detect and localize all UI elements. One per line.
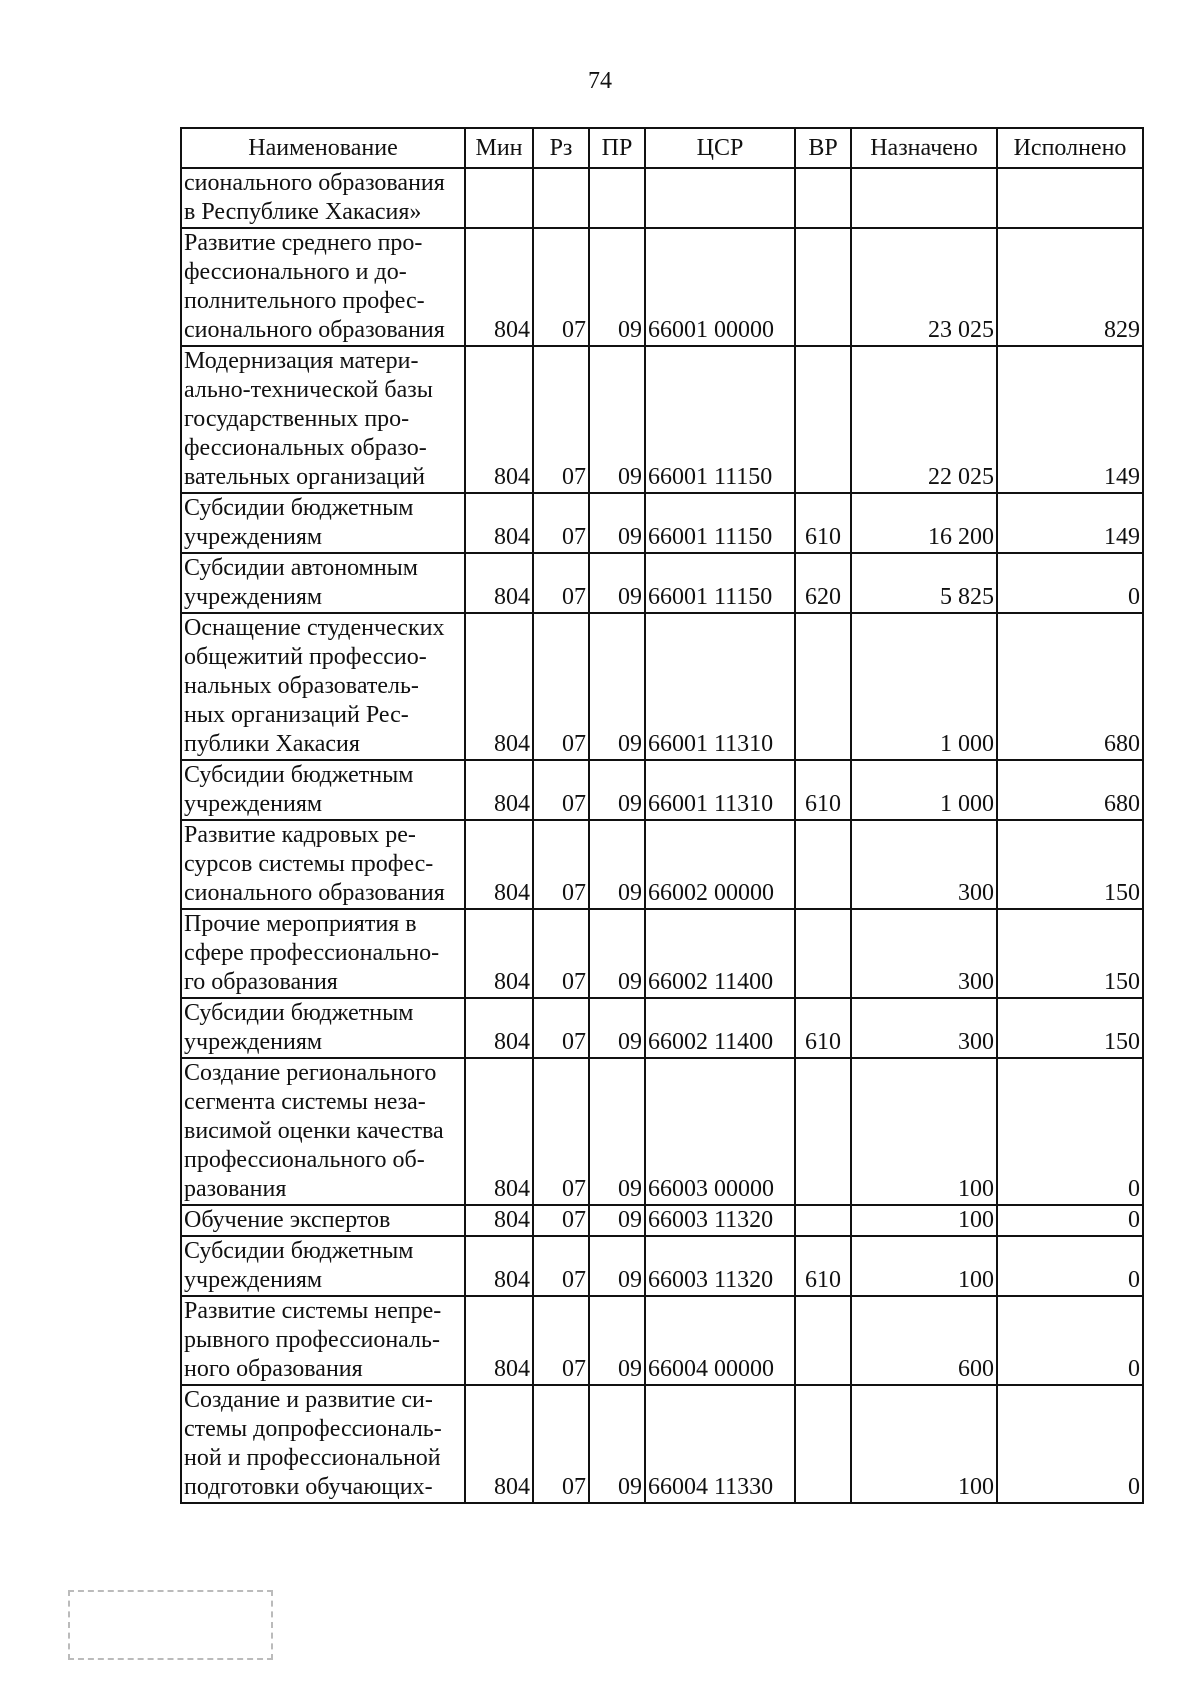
cell-name: Создание и развитие си- стемы допрофессиональ- ной и профессиональной подготовки обучающих- <box>181 1385 465 1503</box>
table-body <box>181 168 1143 1503</box>
cell-name: Модернизация матери- ально-технической базы государственных про- фессиональных образо- вательных организаций <box>181 346 465 493</box>
cell-rz: 07 <box>533 909 589 998</box>
cell-executed: 0 <box>997 1058 1143 1205</box>
cell-name: Развитие системы непре- рывного профессиональ- ного образования <box>181 1296 465 1385</box>
cell-pr: 09 <box>589 1205 645 1236</box>
cell-executed: 680 <box>997 613 1143 760</box>
cell-rz <box>533 168 589 228</box>
cell-executed: 150 <box>997 998 1143 1058</box>
column-header-min: Мин <box>465 128 533 168</box>
cell-pr: 09 <box>589 613 645 760</box>
cell-name: Субсидии бюджетным учреждениям <box>181 493 465 553</box>
cell-pr: 09 <box>589 493 645 553</box>
cell-name: Оснащение студенческих общежитий профессио- нальных образователь- ных организаций Рес- публики Хакасия <box>181 613 465 760</box>
cell-min: 804 <box>465 1205 533 1236</box>
cell-rz: 07 <box>533 1205 589 1236</box>
table-row <box>181 1385 1143 1503</box>
cell-min: 804 <box>465 820 533 909</box>
page-number: 74 <box>588 68 612 94</box>
cell-assigned: 100 <box>851 1058 997 1205</box>
copy-stamp <box>68 1590 273 1660</box>
cell-executed: 0 <box>997 1385 1143 1503</box>
cell-name: Обучение экспертов <box>181 1205 465 1236</box>
header-row <box>181 128 1143 168</box>
cell-rz: 07 <box>533 998 589 1058</box>
cell-name: Субсидии бюджетным учреждениям <box>181 760 465 820</box>
cell-csr: 66002 11400 <box>645 909 795 998</box>
cell-rz: 07 <box>533 820 589 909</box>
cell-min: 804 <box>465 493 533 553</box>
cell-rz: 07 <box>533 760 589 820</box>
column-header-executed: Исполнено <box>997 128 1143 168</box>
cell-pr: 09 <box>589 553 645 613</box>
cell-assigned: 16 200 <box>851 493 997 553</box>
cell-assigned: 300 <box>851 998 997 1058</box>
cell-vr <box>795 1385 851 1503</box>
cell-pr: 09 <box>589 228 645 346</box>
cell-vr <box>795 228 851 346</box>
cell-assigned: 100 <box>851 1236 997 1296</box>
cell-vr: 610 <box>795 493 851 553</box>
cell-min: 804 <box>465 1236 533 1296</box>
cell-vr <box>795 909 851 998</box>
cell-csr: 66001 00000 <box>645 228 795 346</box>
cell-executed: 0 <box>997 1205 1143 1236</box>
cell-assigned: 600 <box>851 1296 997 1385</box>
cell-csr: 66004 00000 <box>645 1296 795 1385</box>
column-header-rz: Рз <box>533 128 589 168</box>
cell-name: Создание регионального сегмента системы неза- висимой оценки качества профессионального об- разования <box>181 1058 465 1205</box>
cell-pr: 09 <box>589 998 645 1058</box>
table-row <box>181 1236 1143 1296</box>
cell-assigned: 5 825 <box>851 553 997 613</box>
cell-csr: 66001 11150 <box>645 493 795 553</box>
cell-assigned: 1 000 <box>851 760 997 820</box>
cell-assigned: 100 <box>851 1205 997 1236</box>
cell-name: сионального образования в Республике Хакасия» <box>181 168 465 228</box>
cell-vr <box>795 168 851 228</box>
table-row <box>181 820 1143 909</box>
cell-assigned: 23 025 <box>851 228 997 346</box>
cell-rz: 07 <box>533 1296 589 1385</box>
cell-rz: 07 <box>533 1385 589 1503</box>
cell-executed: 0 <box>997 1236 1143 1296</box>
cell-vr <box>795 820 851 909</box>
table-row <box>181 998 1143 1058</box>
cell-assigned <box>851 168 997 228</box>
cell-csr: 66001 11310 <box>645 613 795 760</box>
cell-min: 804 <box>465 613 533 760</box>
column-header-csr: ЦСР <box>645 128 795 168</box>
cell-assigned: 300 <box>851 820 997 909</box>
cell-min: 804 <box>465 228 533 346</box>
cell-rz: 07 <box>533 613 589 760</box>
cell-assigned: 22 025 <box>851 346 997 493</box>
cell-executed: 149 <box>997 346 1143 493</box>
cell-min: 804 <box>465 1296 533 1385</box>
cell-csr: 66001 11150 <box>645 553 795 613</box>
cell-csr: 66001 11150 <box>645 346 795 493</box>
cell-pr: 09 <box>589 346 645 493</box>
cell-pr: 09 <box>589 909 645 998</box>
cell-min: 804 <box>465 998 533 1058</box>
cell-rz: 07 <box>533 493 589 553</box>
table-row <box>181 553 1143 613</box>
cell-csr: 66003 00000 <box>645 1058 795 1205</box>
cell-csr: 66001 11310 <box>645 760 795 820</box>
cell-min <box>465 168 533 228</box>
table-row <box>181 493 1143 553</box>
cell-executed: 0 <box>997 1296 1143 1385</box>
cell-min: 804 <box>465 760 533 820</box>
cell-min: 804 <box>465 346 533 493</box>
cell-csr <box>645 168 795 228</box>
cell-name: Субсидии бюджетным учреждениям <box>181 998 465 1058</box>
cell-assigned: 100 <box>851 1385 997 1503</box>
cell-csr: 66004 11330 <box>645 1385 795 1503</box>
cell-csr: 66002 00000 <box>645 820 795 909</box>
cell-vr: 610 <box>795 998 851 1058</box>
cell-vr: 620 <box>795 553 851 613</box>
cell-executed: 0 <box>997 553 1143 613</box>
table-row <box>181 909 1143 998</box>
budget-table <box>180 127 1144 1504</box>
cell-pr: 09 <box>589 1058 645 1205</box>
cell-vr <box>795 1205 851 1236</box>
table-row <box>181 346 1143 493</box>
cell-rz: 07 <box>533 1058 589 1205</box>
cell-executed: 149 <box>997 493 1143 553</box>
table-row <box>181 228 1143 346</box>
cell-min: 804 <box>465 1058 533 1205</box>
cell-vr <box>795 1058 851 1205</box>
table-row <box>181 760 1143 820</box>
cell-csr: 66003 11320 <box>645 1205 795 1236</box>
cell-vr <box>795 346 851 493</box>
cell-rz: 07 <box>533 553 589 613</box>
cell-pr: 09 <box>589 760 645 820</box>
table-row <box>181 1296 1143 1385</box>
cell-pr: 09 <box>589 1296 645 1385</box>
cell-name: Развитие кадровых ре- сурсов системы профес- сионального образования <box>181 820 465 909</box>
cell-name: Развитие среднего про- фессионального и до- полнительного профес- сионального образования <box>181 228 465 346</box>
column-header-vr: ВР <box>795 128 851 168</box>
cell-csr: 66003 11320 <box>645 1236 795 1296</box>
cell-pr <box>589 168 645 228</box>
table-row <box>181 168 1143 228</box>
table-row <box>181 613 1143 760</box>
column-header-pr: ПР <box>589 128 645 168</box>
cell-min: 804 <box>465 553 533 613</box>
cell-min: 804 <box>465 1385 533 1503</box>
cell-executed: 680 <box>997 760 1143 820</box>
cell-rz: 07 <box>533 228 589 346</box>
cell-rz: 07 <box>533 346 589 493</box>
cell-csr: 66002 11400 <box>645 998 795 1058</box>
cell-vr <box>795 1296 851 1385</box>
cell-pr: 09 <box>589 1236 645 1296</box>
cell-executed: 150 <box>997 820 1143 909</box>
cell-pr: 09 <box>589 1385 645 1503</box>
cell-name: Прочие мероприятия в сфере профессионально- го образования <box>181 909 465 998</box>
cell-vr: 610 <box>795 1236 851 1296</box>
table-row <box>181 1205 1143 1236</box>
cell-vr: 610 <box>795 760 851 820</box>
cell-rz: 07 <box>533 1236 589 1296</box>
cell-executed <box>997 168 1143 228</box>
cell-min: 804 <box>465 909 533 998</box>
column-header-name: Наименование <box>181 128 465 168</box>
table-row <box>181 1058 1143 1205</box>
cell-pr: 09 <box>589 820 645 909</box>
cell-executed: 829 <box>997 228 1143 346</box>
cell-executed: 150 <box>997 909 1143 998</box>
column-header-assigned: Назначено <box>851 128 997 168</box>
cell-name: Субсидии бюджетным учреждениям <box>181 1236 465 1296</box>
cell-name: Субсидии автономным учреждениям <box>181 553 465 613</box>
cell-assigned: 1 000 <box>851 613 997 760</box>
cell-assigned: 300 <box>851 909 997 998</box>
cell-vr <box>795 613 851 760</box>
